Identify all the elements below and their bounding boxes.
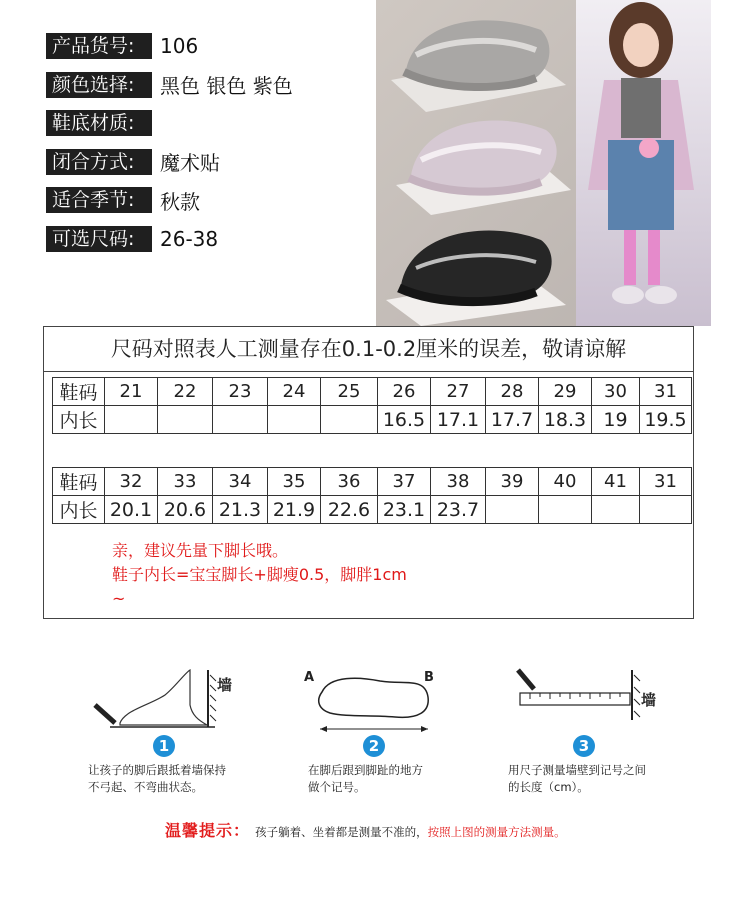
length-cell (213, 406, 268, 434)
length-cell: 23.1 (378, 496, 431, 524)
spec-value: 秋款 (160, 189, 200, 214)
table-row (53, 468, 692, 496)
length-cell (640, 496, 692, 524)
spec-value: 26-38 (160, 226, 219, 251)
size-cell: 22 (158, 378, 213, 406)
spec-row-closure (46, 149, 293, 175)
size-cell: 34 (213, 468, 268, 496)
spec-row-size (46, 226, 293, 252)
size-cell: 35 (268, 468, 321, 496)
size-table-2 (52, 467, 692, 524)
spec-row-season (46, 187, 293, 213)
size-cell: 33 (158, 468, 213, 496)
footprint-illustration (300, 667, 445, 737)
size-cell: 27 (431, 378, 486, 406)
size-cell: 39 (486, 468, 539, 496)
size-chart-title: 尺码对照表人工测量存在0.1-0.2厘米的误差，敬请谅解 (44, 327, 693, 372)
size-table-1 (52, 377, 692, 434)
size-cell: 37 (378, 468, 431, 496)
spec-value: 魔术贴 (160, 151, 220, 175)
length-cell: 23.7 (431, 496, 486, 524)
length-cell: 16.5 (378, 406, 431, 434)
table-row (53, 378, 692, 406)
length-cell: 19 (592, 406, 640, 434)
point-b-label: B (424, 670, 434, 685)
length-cell: 17.1 (431, 406, 486, 434)
row-label-size: 鞋码 (53, 468, 105, 496)
warm-tip (165, 818, 566, 841)
size-cell: 21 (105, 378, 158, 406)
foot-against-wall-illustration (90, 665, 240, 730)
length-cell (268, 406, 321, 434)
length-cell (486, 496, 539, 524)
spec-row-color (46, 72, 293, 98)
length-cell: 20.1 (105, 496, 158, 524)
measure-guide (0, 655, 750, 805)
length-cell (539, 496, 592, 524)
spec-label: 颜色选择: (46, 72, 152, 98)
length-cell (105, 406, 158, 434)
size-chart (43, 326, 694, 619)
step-1-line: 不弓起、不弯曲状态。 (88, 780, 203, 794)
wall-label: 墙 (641, 691, 657, 709)
size-cell: 26 (378, 378, 431, 406)
table-row (53, 406, 692, 434)
size-cell: 29 (539, 378, 592, 406)
length-cell: 18.3 (539, 406, 592, 434)
size-cell: 25 (321, 378, 378, 406)
size-cell: 36 (321, 468, 378, 496)
size-cell: 31 (640, 378, 692, 406)
size-cell: 23 (213, 378, 268, 406)
wall-label: 墙 (217, 676, 233, 694)
step-2-text (308, 762, 423, 796)
spec-label: 产品货号: (46, 33, 152, 59)
table-row (53, 496, 692, 524)
spec-label: 闭合方式: (46, 149, 152, 175)
length-cell: 17.7 (486, 406, 539, 434)
step-number-1: 1 (153, 735, 175, 757)
step-number-3: 3 (573, 735, 595, 757)
tip-text: 孩子躺着、坐着都是测量不准的， (255, 825, 428, 839)
size-cell: 30 (592, 378, 640, 406)
spec-row-sole (46, 110, 293, 136)
length-cell (592, 496, 640, 524)
product-photo (376, 0, 711, 326)
spec-label: 鞋底材质: (46, 110, 152, 136)
step-3-text (508, 762, 646, 796)
row-label-size: 鞋码 (53, 378, 105, 406)
row-label-length: 内长 (53, 496, 105, 524)
length-cell: 20.6 (158, 496, 213, 524)
spec-label: 适合季节: (46, 187, 152, 213)
note-line: 鞋子内长=宝宝脚长+脚瘦0.5，脚胖1cm (112, 565, 407, 584)
size-cell: 28 (486, 378, 539, 406)
length-cell: 21.3 (213, 496, 268, 524)
step-1-text (88, 762, 226, 796)
spec-label: 可选尺码: (46, 226, 152, 252)
spec-value: 106 (160, 34, 199, 58)
size-cell: 41 (592, 468, 640, 496)
step-1-line: 让孩子的脚后跟抵着墙保持 (88, 763, 226, 777)
spec-row-item-number (46, 33, 293, 59)
length-cell: 22.6 (321, 496, 378, 524)
size-cell: 24 (268, 378, 321, 406)
size-cell: 38 (431, 468, 486, 496)
length-cell: 19.5 (640, 406, 692, 434)
step-3-line: 用尺子测量墙壁到记号之间 (508, 763, 646, 777)
size-cell: 40 (539, 468, 592, 496)
step-number-2: 2 (363, 735, 385, 757)
ruler-measure-illustration (510, 665, 660, 725)
product-spec-list (46, 33, 293, 264)
length-cell (158, 406, 213, 434)
size-advice-note (112, 539, 407, 611)
note-line: 亲，建议先量下脚长哦。 (112, 541, 289, 560)
tip-highlight: 按照上图的测量方法测量。 (427, 825, 566, 839)
step-2-line: 做个记号。 (308, 780, 366, 794)
size-cell: 32 (105, 468, 158, 496)
step-2-line: 在脚后跟到脚趾的地方 (308, 763, 423, 777)
note-line: ~ (112, 589, 126, 608)
point-a-label: A (304, 670, 315, 685)
length-cell (321, 406, 378, 434)
tip-label: 温馨提示： (165, 821, 251, 840)
spec-value: 黑色 银色 紫色 (160, 74, 293, 98)
length-cell: 21.9 (268, 496, 321, 524)
size-cell: 31 (640, 468, 692, 496)
row-label-length: 内长 (53, 406, 105, 434)
step-3-line: 的长度（cm）。 (508, 780, 589, 794)
